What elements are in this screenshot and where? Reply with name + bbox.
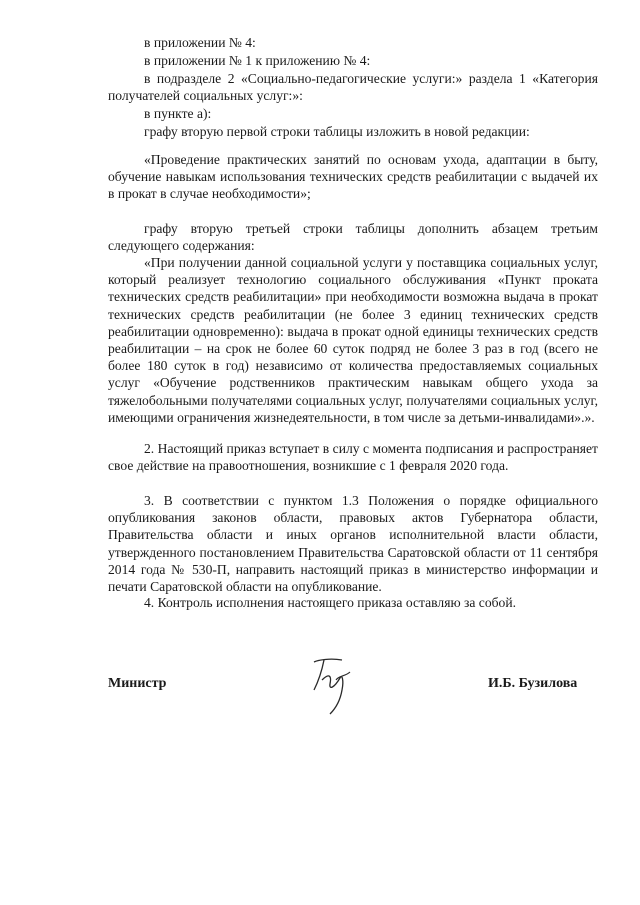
paragraph-column-second-row-first: графу вторую первой строки таблицы изложить в новой редакции: xyxy=(144,124,530,139)
paragraph-quote-practical: «Проведение практических занятий по основам ухода, адаптации в быту, обучение навыкам использования технических средств реабилитации с выдачей их в прокат в случае необходимости»; xyxy=(108,152,598,202)
paragraph-subsection-2: в подразделе 2 «Социально-педагогические услуги:» раздела 1 «Категория получателей социальных услуг:»: xyxy=(108,71,598,104)
paragraph-annex-4: в приложении № 4: xyxy=(144,35,256,50)
paragraph-quote-service: «При получении данной социальной услуги у поставщика социальных услуг, который реализует технологию социального обслуживания «Пункт проката технических средств реабилитации» при необходимости возможна выдача в прокат технических средств реабилитации (не более 3 единиц технических средств реабилитации одновременно): выдача в прокат одной единицы технических средств реабилитации – на срок не более 60 суток подряд не более 3 раз в год (всего не более 180 суток в год) независимо от количества предоставляемых социальных услуг «Обучение родственников практическим навыкам общего ухода за тяжелобольными получателями социальных услуг, получателями социальных услуг, имеющими ограничения жизнедеятельности, в том числе за детьми-инвалидами».». xyxy=(108,255,598,425)
handwritten-signature-icon xyxy=(300,650,370,720)
paragraph-item-3: 3. В соответствии с пунктом 1.3 Положения о порядке официального опубликования законов области, правовых актов Губернатора области, Правительства области и иных органов исполнительной власти области, утвержденного постановлением Правительства Саратовской области от 11 сентября 2014 года № 530-П, направить настоящий приказ в министерство информации и печати Саратовской области на опубликование. xyxy=(108,493,598,595)
paragraph-annex-1-to-4: в приложении № 1 к приложению № 4: xyxy=(144,53,371,68)
paragraph-point-a: в пункте а): xyxy=(144,106,212,121)
signatory-name: И.Б. Бузилова xyxy=(488,676,578,691)
signatory-title: Министр xyxy=(108,676,167,691)
paragraph-column-second-row-third: графу вторую третьей строки таблицы дополнить абзацем третьим следующего содержания: xyxy=(108,221,598,254)
paragraph-item-4: 4. Контроль исполнения настоящего приказа оставляю за собой. xyxy=(144,595,517,610)
paragraph-item-2: 2. Настоящий приказ вступает в силу с момента подписания и распространяет свое действие на правоотношения, возникшие с 1 февраля 2020 года. xyxy=(108,441,598,474)
